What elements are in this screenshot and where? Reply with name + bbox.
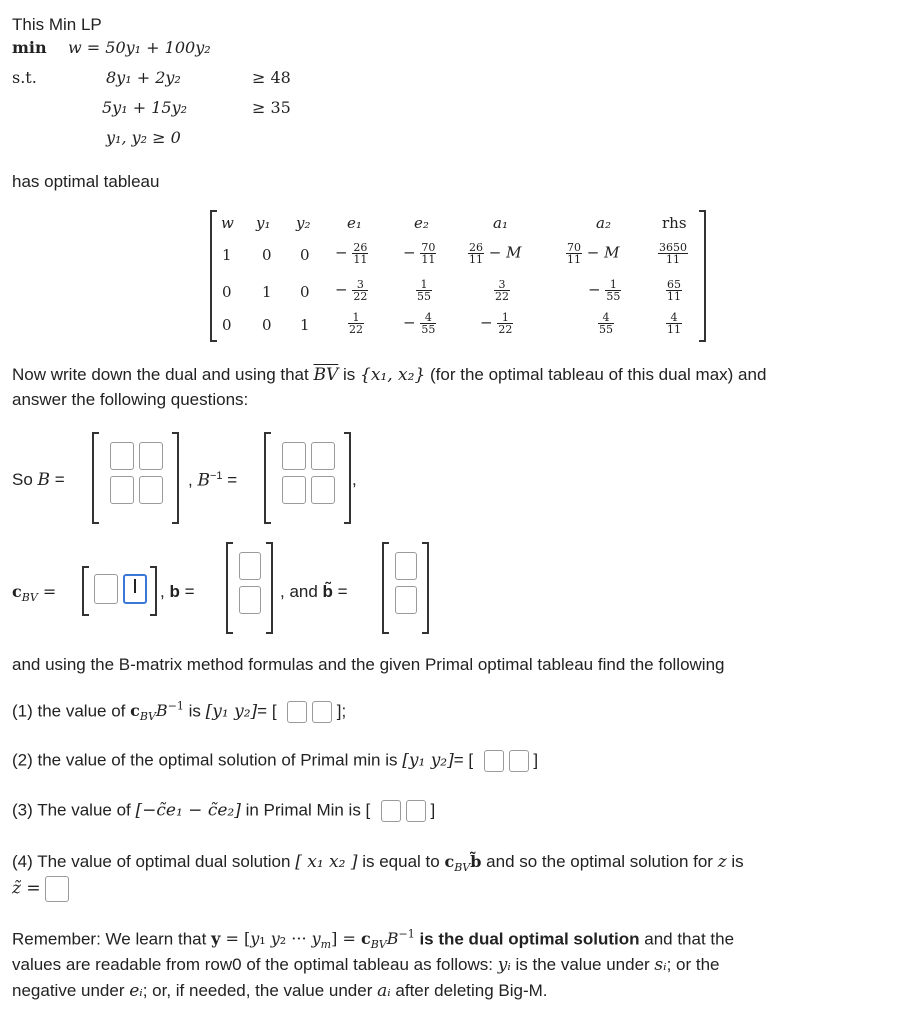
binv22-input[interactable] [311,476,335,504]
constraint-2-rhs: ≥ 35 [252,98,291,117]
tableau-header-a2: a₂ [596,214,611,232]
tableau-left-bracket [210,210,217,342]
has-optimal-tableau: has optimal tableau [12,172,160,191]
constraint-1-rhs: ≥ 48 [252,68,291,87]
tableau-cell: $\frac{70}{11}$ − M [567,241,620,266]
q3-ce1-input[interactable] [381,800,401,822]
btilde-right-bracket [422,542,429,634]
tableau-cell: 0 [222,283,232,301]
cbv-left-bracket [82,566,89,616]
cbv-label: $c_{BV}$ = [12,582,57,605]
tableau-cell: − $\frac{70}{11}$ [403,241,436,266]
tableau-cell: $\frac{26}{11}$ − M [469,241,522,266]
cbv-vector [94,574,147,604]
tableau-cell: 1 [222,246,232,264]
binv-matrix-right-bracket [344,432,351,524]
bv-symbol: $\overline{BV}$ [313,365,339,385]
tableau-cell: 0 [300,283,310,301]
q2-y1-input[interactable] [484,750,504,772]
tableau-cell: $\frac{4}{11}$ [667,311,681,336]
instruction-line-1: Now write down the dual and using that $\overline{BV}$ is {x₁, x₂} (for the optimal tableau of this dual max) and [12,365,767,385]
b-vec2-input[interactable] [239,586,261,614]
tableau-header-rhs: rhs [662,214,687,232]
btilde-vector [395,552,417,614]
b-matrix-right-bracket [172,432,179,524]
tableau-header-y2: y₂ [296,214,311,232]
tableau-cell: $\frac{4}{55}$ [599,311,613,336]
tableau-cell: − $\frac{3}{22}$ [335,278,368,303]
question-2: (2) the value of the optimal solution of Primal min is [y₁ y₂]= [ ] [12,750,539,771]
tableau-cell: 0 [262,316,272,334]
matrix-comma: , [352,470,357,489]
q2-y2-input[interactable] [509,750,529,772]
tableau-header-e2: e₂ [414,214,429,232]
cbv2-input[interactable] [123,574,147,604]
bv-set: {x₁, x₂} [360,365,426,385]
constraint-2-lhs: 5y₁ + 15y₂ [102,98,188,117]
instruction-line-2: answer the following questions: [12,390,249,409]
tableau-cell: 1 [262,283,272,301]
binv11-input[interactable] [282,442,306,470]
st-label: s.t. [12,68,37,87]
objective: w = 50y₁ + 100y₂ [68,38,211,57]
question-1: (1) the value of $c_{BV}B^{-1}$ is [y₁ y₂]= [ ]; [12,700,347,724]
binv21-input[interactable] [282,476,306,504]
tableau-header-y1: y₁ [256,214,271,232]
remember-line-2: values are readable from row0 of the optimal tableau as follows: yᵢ is the value under sᵢ; or the [12,955,720,975]
b-vector-left-bracket [226,542,233,634]
so-b-label: So B = [12,470,65,490]
b-vec1-input[interactable] [239,552,261,580]
q3-ce2-input[interactable] [406,800,426,822]
tableau-header-a1: a₁ [493,214,508,232]
binv-matrix [282,442,335,504]
tableau-right-bracket [699,210,706,342]
question-4-answer: z̃ = [12,876,69,902]
problem-title: This Min LP [12,15,102,34]
b-label: , b = [160,582,195,601]
tableau-cell: 0 [262,246,272,264]
binv-matrix-left-bracket [264,432,271,524]
tableau-cell: $\frac{1}{55}$ [417,278,431,303]
b-matrix [110,442,163,504]
tableau-cell: 0 [300,246,310,264]
tableau-header-e1: e₁ [347,214,362,232]
btilde1-input[interactable] [395,552,417,580]
binv12-input[interactable] [311,442,335,470]
tableau-cell: $\frac{65}{11}$ [667,278,681,303]
questions-intro: and using the B-matrix method formulas and the given Primal optimal tableau find the following [12,655,725,674]
b-matrix-left-bracket [92,432,99,524]
btilde2-input[interactable] [395,586,417,614]
nonnegativity: y₁, y₂ ≥ 0 [106,128,181,147]
tableau-cell: − $\frac{1}{55}$ [588,278,621,303]
constraint-1-lhs: 8y₁ + 2y₂ [106,68,181,87]
q1-y2-input[interactable] [312,701,332,723]
binv-label: , $B^{-1}$ = [188,470,238,491]
q4-ztilde-input[interactable] [45,876,69,902]
remember-line-1: Remember: We learn that y = [y₁ y₂ ··· $y_m] = c_{BV}B^{-1}$ is the dual optimal solution and that the [12,928,735,952]
b11-input[interactable] [110,442,134,470]
b21-input[interactable] [110,476,134,504]
tableau-cell: − $\frac{26}{11}$ [335,241,368,266]
tableau-cell: 0 [222,316,232,334]
remember-line-3: negative under eᵢ; or, if needed, the value under aᵢ after deleting Big-M. [12,981,548,1001]
tableau-cell: $\frac{1}{22}$ [349,311,363,336]
btilde-left-bracket [382,542,389,634]
tableau-cell: $\frac{3650}{11}$ [659,241,687,266]
b12-input[interactable] [139,442,163,470]
tableau-cell: − $\frac{4}{55}$ [403,311,436,336]
question-4: (4) The value of optimal dual solution [ x₁ x₂ ] is equal to $c_{BV}b̃$ and so the optimal solution for z is [12,852,744,875]
tableau-header-w: w [221,214,234,232]
b-vector-right-bracket [266,542,273,634]
cbv-right-bracket [150,566,157,616]
min-label: min [12,38,47,57]
and-label: , and b̃ = [280,582,348,601]
tableau-cell: − $\frac{1}{22}$ [480,311,513,336]
b22-input[interactable] [139,476,163,504]
tableau-cell: $\frac{3}{22}$ [495,278,509,303]
b-vector [239,552,261,614]
q1-y1-input[interactable] [287,701,307,723]
question-3: (3) The value of [−c̃e₁ − c̃e₂] in Primal Min is [ ] [12,800,436,821]
tableau-cell: 1 [300,316,310,334]
cbv1-input[interactable] [94,574,118,604]
